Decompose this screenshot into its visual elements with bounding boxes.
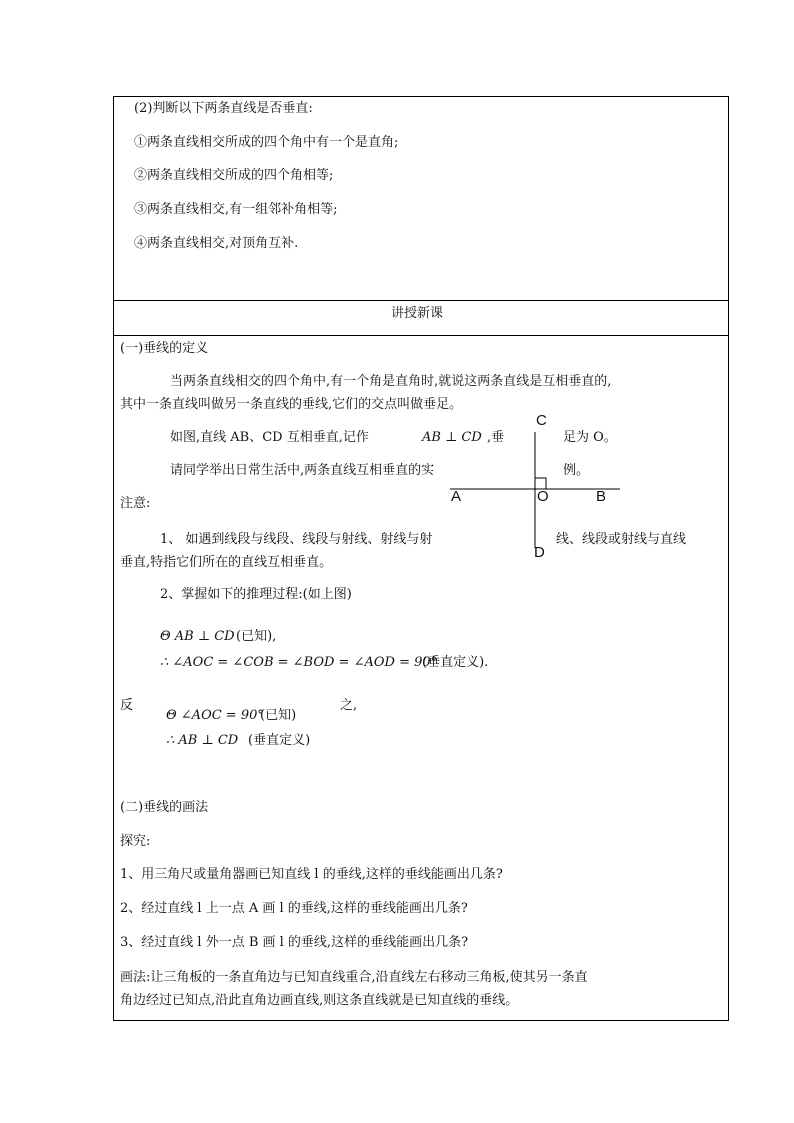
section-header: 讲授新课: [391, 306, 444, 321]
explore-label: 探究:: [120, 834, 151, 849]
point-c-label: C: [536, 412, 547, 429]
proof-line-1-math: Θ AB ⊥ CD: [160, 629, 235, 644]
review-question-title: (2)判断以下两条直线是否垂直:: [134, 101, 313, 116]
definition-heading: (一)垂线的定义: [120, 341, 209, 356]
drawing-heading: (二)垂线的画法: [120, 800, 209, 815]
proof-line-3-reason: (已知): [260, 708, 297, 723]
notation-formula: AB ⊥ CD: [422, 430, 482, 445]
review-item-4: ④两条直线相交,对顶角互补.: [134, 236, 299, 251]
example-prompt: 请同学举出日常生活中,两条直线互相垂直的实: [170, 463, 435, 478]
method-line-1: 画法:让三角板的一条直角边与已知直线重合,沿直线左右移动三角板,使其另一条直: [120, 970, 588, 985]
proof-line-4-math: ∴ AB ⊥ CD: [166, 733, 239, 748]
proof-line-2-reason: (垂直定义).: [422, 655, 489, 670]
notation-text: 如图,直线 AB、CD 互相垂直,记作: [170, 430, 369, 445]
note-1-line-2: 垂直,特指它们所在的直线互相垂直。: [120, 555, 333, 570]
converse-label-tail: 之,: [340, 698, 358, 713]
review-item-3: ③两条直线相交,有一组邻补角相等;: [134, 202, 338, 217]
review-item-2: ②两条直线相交所成的四个角相等;: [134, 168, 334, 183]
point-b-label: B: [596, 488, 607, 505]
method-line-2: 角边经过已知点,沿此直角边画直线,则这条直线就是已知直线的垂线。: [120, 993, 519, 1008]
note-2: 2、掌握如下的推理过程:(如上图): [160, 587, 352, 602]
point-o-label: O: [537, 488, 549, 505]
notation-text-tail: ,垂: [487, 430, 505, 445]
converse-label: 反: [120, 698, 134, 713]
definition-line-2: 其中一条直线叫做另一条直线的垂线,它们的交点叫做垂足。: [120, 397, 463, 412]
point-a-label: A: [451, 488, 462, 505]
foot-text: 足为 O。: [563, 430, 617, 445]
proof-line-4-reason: (垂直定义): [248, 733, 311, 748]
example-prompt-tail: 例。: [563, 463, 590, 478]
review-item-1: ①两条直线相交所成的四个角中有一个是直角;: [134, 135, 399, 150]
proof-line-3-math: Θ ∠AOC = 90°: [166, 708, 264, 723]
note-1-line-1-tail: 线、线段或射线与直线: [556, 532, 687, 547]
explore-question-2: 2、经过直线 l 上一点 A 画 l 的垂线,这样的垂线能画出几条?: [120, 901, 468, 916]
note-1-line-1: 1、 如遇到线段与线段、线段与射线、射线与射: [160, 532, 433, 547]
point-d-label: D: [534, 544, 545, 561]
note-label: 注意:: [120, 496, 151, 511]
proof-line-1-reason: (已知),: [236, 629, 277, 644]
explore-question-1: 1、用三角尺或量角器画已知直线 l 的垂线,这样的垂线能画出几条?: [120, 867, 503, 882]
proof-line-2-math: ∴ ∠AOC = ∠COB = ∠BOD = ∠AOD = 90°: [160, 655, 438, 670]
explore-question-3: 3、经过直线 l 外一点 B 画 l 的垂线,这样的垂线能画出几条?: [120, 935, 469, 950]
definition-line-1: 当两条直线相交的四个角中,有一个角是直角时,就说这两条直线是互相垂直的,: [170, 374, 612, 389]
